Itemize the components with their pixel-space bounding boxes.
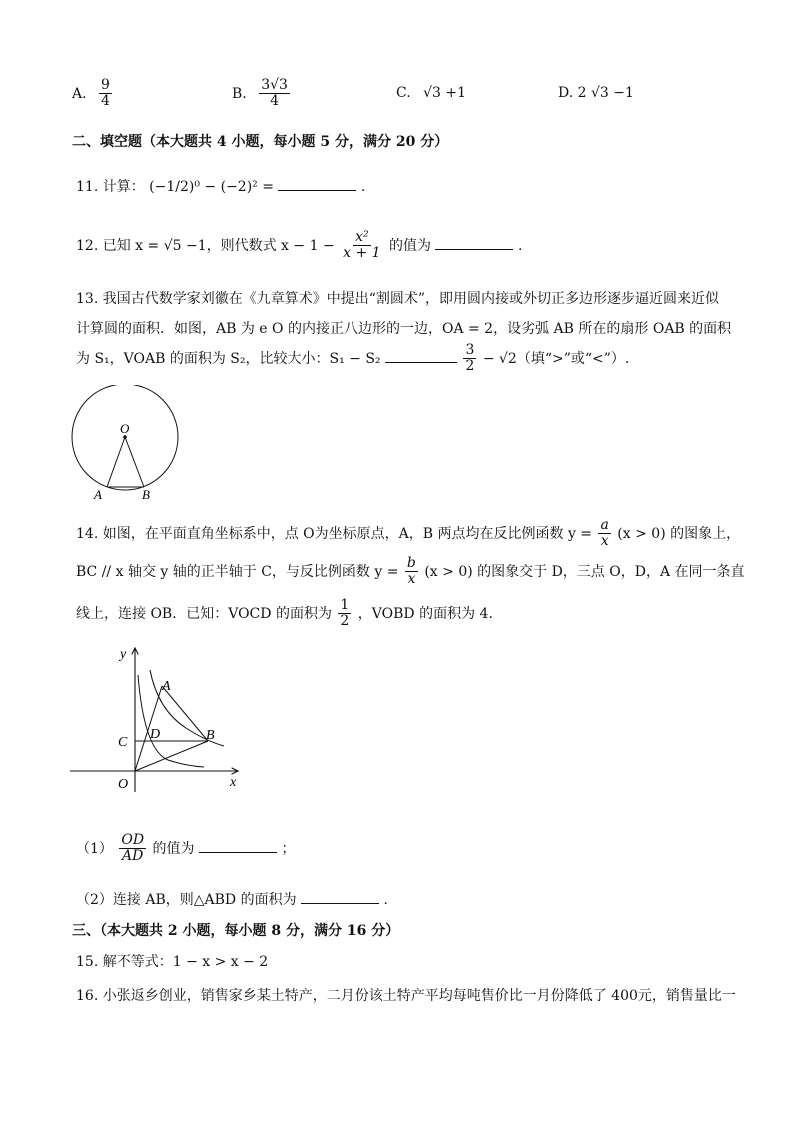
- q11-prefix: 计算：: [102, 179, 145, 195]
- q14-sub2-end: .: [383, 892, 388, 908]
- q14-fraction-2-numerator: b: [406, 555, 416, 571]
- label-y: y: [120, 647, 127, 662]
- q13-line1: 13. 我国古代数学家刘徽在《九章算术》中提出“割圆术”，即用圆内接或外切正多边形逐步逼近圆来近似: [76, 291, 720, 307]
- q14-sub1-text: 的值为: [152, 840, 195, 857]
- question-12: [76, 230, 522, 262]
- question-11: [76, 176, 365, 196]
- q11-answer-blank[interactable]: [278, 178, 356, 191]
- label-d: D: [150, 727, 161, 742]
- segment-oa: [107, 437, 125, 487]
- q14-fraction-2-denominator: x: [407, 571, 416, 588]
- q13-line3a: 为 S₁，VOAB 的面积为 S₂，比较大小：S₁ − S₂: [76, 350, 381, 367]
- q14-line2: [76, 556, 745, 588]
- choice-a-fraction: [99, 78, 112, 110]
- segment-ob: [125, 437, 144, 487]
- choice-a-denominator: 4: [101, 93, 110, 110]
- q11-expression: (−1/2)⁰ − (−2)² =: [149, 179, 274, 195]
- q14-line2b: (x > 0) 的图象交于 D，三点 O，D，A 在同一条直: [424, 563, 745, 580]
- choice-c: [396, 85, 466, 101]
- label-o: O: [120, 421, 130, 436]
- choice-b-denominator: 4: [270, 93, 280, 110]
- choice-d: [558, 85, 634, 101]
- q14-fraction-3-denominator: 2: [340, 613, 350, 630]
- q14-line3a: 线上，连接 OB．已知：VOCD 的面积为: [76, 605, 332, 622]
- q14-sub1: [76, 833, 295, 865]
- choice-d-text: √3 −1: [591, 85, 634, 101]
- q14-fraction-3-numerator: 1: [340, 597, 350, 613]
- q14-sub1-end: ；: [281, 840, 296, 857]
- q14-sub2-answer-blank[interactable]: [301, 891, 379, 904]
- q12-number: 12.: [76, 237, 99, 254]
- q12-text-a: 已知 x = √5 −1，则代数式 x − 1 −: [102, 237, 335, 254]
- choice-c-label: C.: [396, 85, 411, 101]
- q11-number: 11.: [76, 179, 99, 195]
- q14-line1: [76, 518, 740, 550]
- q13-line3b: − √2（填“>”或“<”）.: [482, 350, 630, 367]
- section3-heading: 三、（本大题共 2 小题，每小题 8 分，满分 16 分）: [72, 923, 400, 939]
- label-o: O: [118, 777, 129, 792]
- q14-fraction-1-denominator: x: [600, 533, 609, 550]
- choice-c-text: √3 +1: [423, 85, 467, 101]
- q14-fraction-2: [405, 556, 418, 588]
- q14-sub2-text: （2）连接 AB，则△ABD 的面积为: [76, 892, 297, 908]
- label-x: x: [230, 775, 237, 790]
- choice-a-label: A.: [72, 85, 87, 102]
- choice-b-fraction: [259, 78, 290, 110]
- q13-fraction-numerator: 3: [465, 342, 475, 358]
- q14-fraction-1: [598, 518, 610, 550]
- q14-sub1-denominator: AD: [122, 848, 144, 865]
- label-b: B: [206, 728, 215, 743]
- q13-answer-blank[interactable]: [385, 350, 457, 363]
- q12-end: .: [517, 237, 523, 254]
- q14-line1a: 14. 如图，在平面直角坐标系中，点 O为坐标原点，A，B 两点均在反比例函数 y =: [76, 525, 593, 542]
- q12-fraction: [341, 230, 382, 262]
- label-b: B: [142, 487, 150, 502]
- q14-line3b: ，VOBD 的面积为 4．: [357, 605, 503, 622]
- choice-b-label: B.: [232, 85, 247, 102]
- label-c: C: [118, 735, 128, 750]
- q14-sub1-fraction: [119, 833, 146, 865]
- question-15: 15. 解不等式：1 − x > x − 2: [76, 954, 269, 970]
- q13-fraction-denominator: 2: [465, 358, 475, 375]
- choice-a: [72, 78, 114, 110]
- q12-answer-blank[interactable]: [435, 237, 513, 250]
- label-a: A: [94, 487, 102, 502]
- q14-line1b: (x > 0) 的图象上，: [617, 525, 741, 542]
- figure-13-circle: [64, 385, 188, 505]
- curve-b-over-x: [138, 675, 204, 767]
- q11-end: .: [360, 179, 366, 195]
- choice-a-numerator: 9: [101, 77, 110, 93]
- q14-fraction-3: [338, 598, 351, 630]
- q14-sub1-answer-blank[interactable]: [199, 840, 277, 853]
- choice-b-numerator: 3√3: [261, 77, 288, 93]
- q12-text-b: 的值为: [389, 237, 432, 254]
- choice-d-label: D. 2: [558, 85, 587, 101]
- figure-14-graph: [66, 640, 250, 800]
- q13-line2: 计算圆的面积．如图，AB 为 e O 的内接正八边形的一边，OA = 2，设劣弧 AB 所在的扇形 OAB 的面积: [76, 321, 732, 337]
- q12-fraction-denominator: x + 1: [343, 245, 381, 262]
- q14-line2a: BC // x 轴交 y 轴的正半轴于 C，与反比例函数 y =: [76, 563, 399, 580]
- q14-fraction-1-numerator: a: [600, 517, 609, 533]
- q12-fraction-numerator: x²: [355, 229, 369, 245]
- choice-b: [232, 78, 292, 110]
- q14-sub1-numerator: OD: [121, 832, 145, 848]
- q14-sub2: [76, 889, 388, 909]
- section2-heading: 二、填空题（本大题共 4 小题，每小题 5 分，满分 20 分）: [72, 134, 449, 150]
- q13-line3: [76, 343, 629, 375]
- q13-fraction: [463, 343, 476, 375]
- q14-line3: [76, 598, 502, 630]
- q14-sub1-number: （1）: [76, 840, 113, 857]
- question-16: 16. 小张返乡创业，销售家乡某土特产，二月份该土特产平均每吨售价比一月份降低了 400元，销售量比一: [76, 988, 736, 1004]
- label-a: A: [162, 679, 171, 694]
